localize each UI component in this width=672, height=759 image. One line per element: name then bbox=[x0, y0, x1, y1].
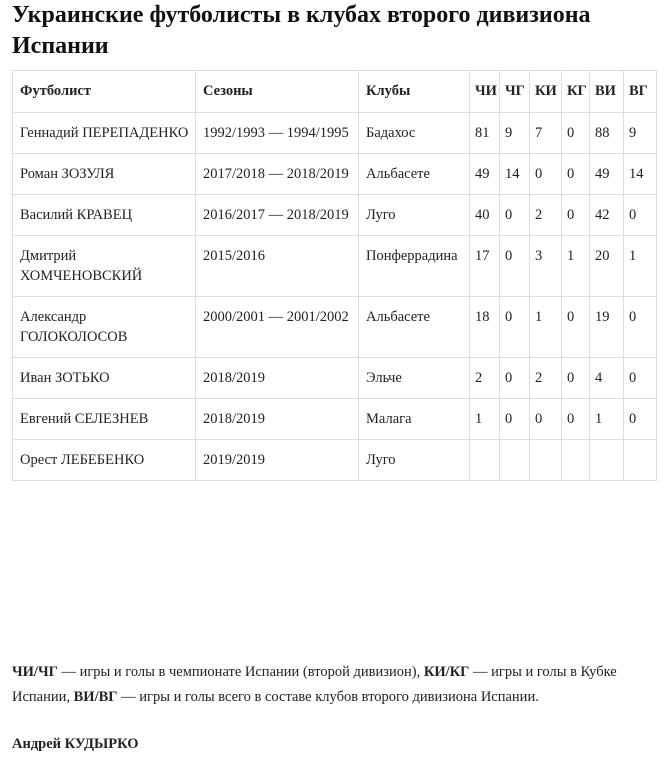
cell-seasons: 2018/2019 bbox=[196, 399, 359, 440]
table-row bbox=[13, 236, 657, 297]
cell-kg: 0 bbox=[562, 358, 590, 399]
header-player: Футболист bbox=[13, 71, 196, 113]
footnote-text-cup: — игры и голы в Кубке Испании, bbox=[12, 664, 617, 705]
author-name: Андрей КУДЫРКО bbox=[12, 736, 139, 752]
cell-player: Геннадий ПЕРЕПАДЕНКО bbox=[13, 113, 196, 154]
cell-player: Иван ЗОТЬКО bbox=[13, 358, 196, 399]
cell-seasons: 1992/1993 — 1994/1995 bbox=[196, 113, 359, 154]
cell-chi: 49 bbox=[470, 154, 500, 195]
cell-vi: 49 bbox=[590, 154, 624, 195]
header-clubs: Клубы bbox=[359, 71, 470, 113]
cell-vi bbox=[590, 440, 624, 481]
header-kg: КГ bbox=[562, 71, 590, 113]
cell-vi: 1 bbox=[590, 399, 624, 440]
table-row bbox=[13, 399, 657, 440]
cell-vi: 20 bbox=[590, 236, 624, 297]
cell-player: Орест ЛЕБЕБЕНКО bbox=[13, 440, 196, 481]
cell-kg: 0 bbox=[562, 195, 590, 236]
cell-seasons: 2016/2017 — 2018/2019 bbox=[196, 195, 359, 236]
cell-vg: 0 bbox=[624, 195, 657, 236]
cell-ki: 0 bbox=[530, 154, 562, 195]
cell-seasons: 2017/2018 — 2018/2019 bbox=[196, 154, 359, 195]
page-title: Украинские футболисты в клубах второго дивизиона Испании bbox=[12, 2, 591, 59]
cell-vg: 1 bbox=[624, 236, 657, 297]
cell-kg: 0 bbox=[562, 113, 590, 154]
header-vg: ВГ bbox=[624, 71, 657, 113]
cell-club: Альбасете bbox=[359, 154, 470, 195]
cell-chg: 0 bbox=[500, 236, 530, 297]
cell-chg: 0 bbox=[500, 358, 530, 399]
footnote-abbr-cup: КИ/КГ bbox=[423, 664, 470, 680]
table-row bbox=[13, 358, 657, 399]
cell-player: Евгений СЕЛЕЗНЕВ bbox=[13, 399, 196, 440]
table-row bbox=[13, 154, 657, 195]
cell-club: Эльче bbox=[359, 358, 470, 399]
cell-player: Дмитрий ХОМЧЕНОВСКИЙ bbox=[13, 236, 196, 297]
cell-vg: 14 bbox=[624, 154, 657, 195]
cell-ki: 7 bbox=[530, 113, 562, 154]
footnote-abbr-league: ЧИ/ЧГ bbox=[12, 664, 58, 680]
footnote-text-league: — игры и голы в чемпионате Испании (второй дивизион), bbox=[57, 664, 424, 680]
table-header-row bbox=[13, 71, 657, 113]
cell-ki: 2 bbox=[530, 195, 562, 236]
cell-chg: 0 bbox=[500, 399, 530, 440]
cell-club: Бадахос bbox=[359, 113, 470, 154]
cell-player: Роман ЗОЗУЛЯ bbox=[13, 154, 196, 195]
cell-kg: 0 bbox=[562, 399, 590, 440]
cell-chg: 0 bbox=[500, 195, 530, 236]
table-row bbox=[13, 297, 657, 358]
footnote-text-total: — игры и голы всего в составе клубов второго дивизиона Испании. bbox=[117, 689, 539, 705]
cell-chi: 40 bbox=[470, 195, 500, 236]
cell-chi: 17 bbox=[470, 236, 500, 297]
players-table bbox=[12, 70, 657, 481]
cell-ki bbox=[530, 440, 562, 481]
cell-club: Альбасете bbox=[359, 297, 470, 358]
cell-chg: 0 bbox=[500, 297, 530, 358]
cell-chi: 2 bbox=[470, 358, 500, 399]
cell-vi: 42 bbox=[590, 195, 624, 236]
cell-vg: 9 bbox=[624, 113, 657, 154]
cell-club: Луго bbox=[359, 440, 470, 481]
cell-ki: 2 bbox=[530, 358, 562, 399]
cell-ki: 1 bbox=[530, 297, 562, 358]
cell-kg: 0 bbox=[562, 297, 590, 358]
cell-player: Василий КРАВЕЦ bbox=[13, 195, 196, 236]
cell-chg: 14 bbox=[500, 154, 530, 195]
cell-club: Понферрадина bbox=[359, 236, 470, 297]
cell-club: Луго bbox=[359, 195, 470, 236]
cell-vi: 88 bbox=[590, 113, 624, 154]
cell-ki: 0 bbox=[530, 399, 562, 440]
cell-vg bbox=[624, 440, 657, 481]
cell-kg: 1 bbox=[562, 236, 590, 297]
table-row bbox=[13, 440, 657, 481]
cell-ki: 3 bbox=[530, 236, 562, 297]
cell-chi: 81 bbox=[470, 113, 500, 154]
cell-vi: 19 bbox=[590, 297, 624, 358]
header-seasons: Сезоны bbox=[196, 71, 359, 113]
cell-player: Александр ГОЛОКОЛОСОВ bbox=[13, 297, 196, 358]
cell-vg: 0 bbox=[624, 358, 657, 399]
cell-kg: 0 bbox=[562, 154, 590, 195]
footnote bbox=[12, 660, 662, 710]
cell-chg bbox=[500, 440, 530, 481]
cell-chi bbox=[470, 440, 500, 481]
header-vi: ВИ bbox=[590, 71, 624, 113]
cell-chi: 1 bbox=[470, 399, 500, 440]
cell-seasons: 2015/2016 bbox=[196, 236, 359, 297]
header-chi: ЧИ bbox=[470, 71, 500, 113]
table-row bbox=[13, 113, 657, 154]
table-row bbox=[13, 195, 657, 236]
header-ki: КИ bbox=[530, 71, 562, 113]
cell-seasons: 2000/2001 — 2001/2002 bbox=[196, 297, 359, 358]
header-chg: ЧГ bbox=[500, 71, 530, 113]
cell-seasons: 2019/2019 bbox=[196, 440, 359, 481]
table-body bbox=[13, 113, 657, 481]
cell-chg: 9 bbox=[500, 113, 530, 154]
cell-vg: 0 bbox=[624, 399, 657, 440]
cell-vg: 0 bbox=[624, 297, 657, 358]
cell-vi: 4 bbox=[590, 358, 624, 399]
cell-club: Малага bbox=[359, 399, 470, 440]
cell-chi: 18 bbox=[470, 297, 500, 358]
cell-kg bbox=[562, 440, 590, 481]
cell-seasons: 2018/2019 bbox=[196, 358, 359, 399]
footnote-abbr-total: ВИ/ВГ bbox=[73, 689, 118, 705]
